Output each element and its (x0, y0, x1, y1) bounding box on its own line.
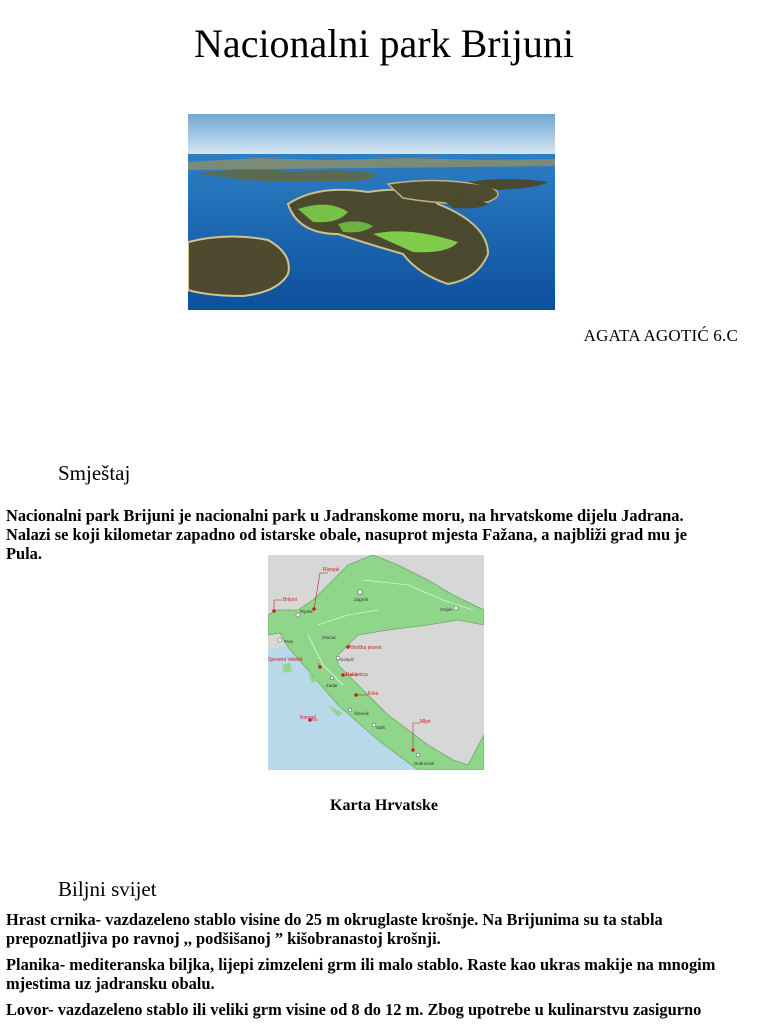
map-label-split: Split (376, 725, 385, 730)
map-label-kornati: Kornati (300, 715, 316, 721)
plant-paragraph (6, 1000, 758, 1019)
plant-paragraph (6, 910, 758, 948)
page-title: Nacionalni park Brijuni (194, 21, 574, 66)
plant-line: Hrast crnika- vazdazeleno stablo visine do 25 m okruglaste krošnje. Na Brijunima su ta stabla (6, 910, 663, 929)
location-line: Nalazi se koji kilometar zapadno od istarske obale, nasuprot mjesta Fažana, a najbliži grad mu je (6, 525, 687, 544)
map-label-risnjak: Risnjak (323, 567, 340, 573)
map-label-pula: Pula (284, 639, 294, 644)
map-label-sibenik: Šibenik (354, 711, 369, 716)
map-label-brijuni: Brijuni (283, 597, 297, 603)
map-label-plitvice: Plitvička jezera (348, 645, 382, 651)
plant-line: prepoznatljiva po ravnoj ,, podšišanoj ” kišobranastoj krošnji. (6, 929, 441, 948)
map-caption: Karta Hrvatske (330, 797, 438, 814)
plant-paragraph (6, 955, 758, 993)
brijuni-aerial-photo (188, 114, 555, 310)
map-label-velebit: Sjeverni Velebit (268, 657, 303, 663)
map-label-zagreb: Zagreb (354, 597, 369, 602)
map-label-rijeka: Rijeka (300, 609, 313, 614)
location-line: Pula. (6, 544, 42, 563)
map-label-mljet: Mljet (420, 719, 431, 725)
location-line: Nacionalni park Brijuni je nacionalni park u Jadranskome moru, na hrvatskome dijelu Jadrana. (6, 506, 684, 525)
flora-list (6, 910, 758, 1024)
map-label-dubrovnik: Dubrovnik (414, 761, 435, 766)
croatia-map (268, 555, 484, 770)
section-heading-flora: Biljni svijet (58, 877, 157, 901)
author-name: AGATA AGOTIĆ 6.C (583, 326, 738, 345)
section-heading-location: Smještaj (58, 461, 131, 485)
map-label-krka: Krka (368, 691, 379, 697)
plant-line: Lovor- vazdazeleno stablo ili veliki grm visine od 8 do 12 m. Zbog upotrebe u kulinarstvu zasigurno (6, 1000, 702, 1019)
map-label-paklenica: Paklenica (346, 672, 368, 678)
map-label-otocac: Otočac (322, 635, 337, 640)
map-label-gospic: Gospić (340, 657, 355, 662)
map-label-osijek: Osijek (440, 607, 453, 612)
plant-line: Planika- mediteranska biljka, lijepi zimzeleni grm ili malo stablo. Raste kao ukras makije na mnogim (6, 955, 716, 974)
plant-line: mjestima uz jadransku obalu. (6, 974, 215, 993)
map-label-zadar: Zadar (326, 683, 338, 688)
